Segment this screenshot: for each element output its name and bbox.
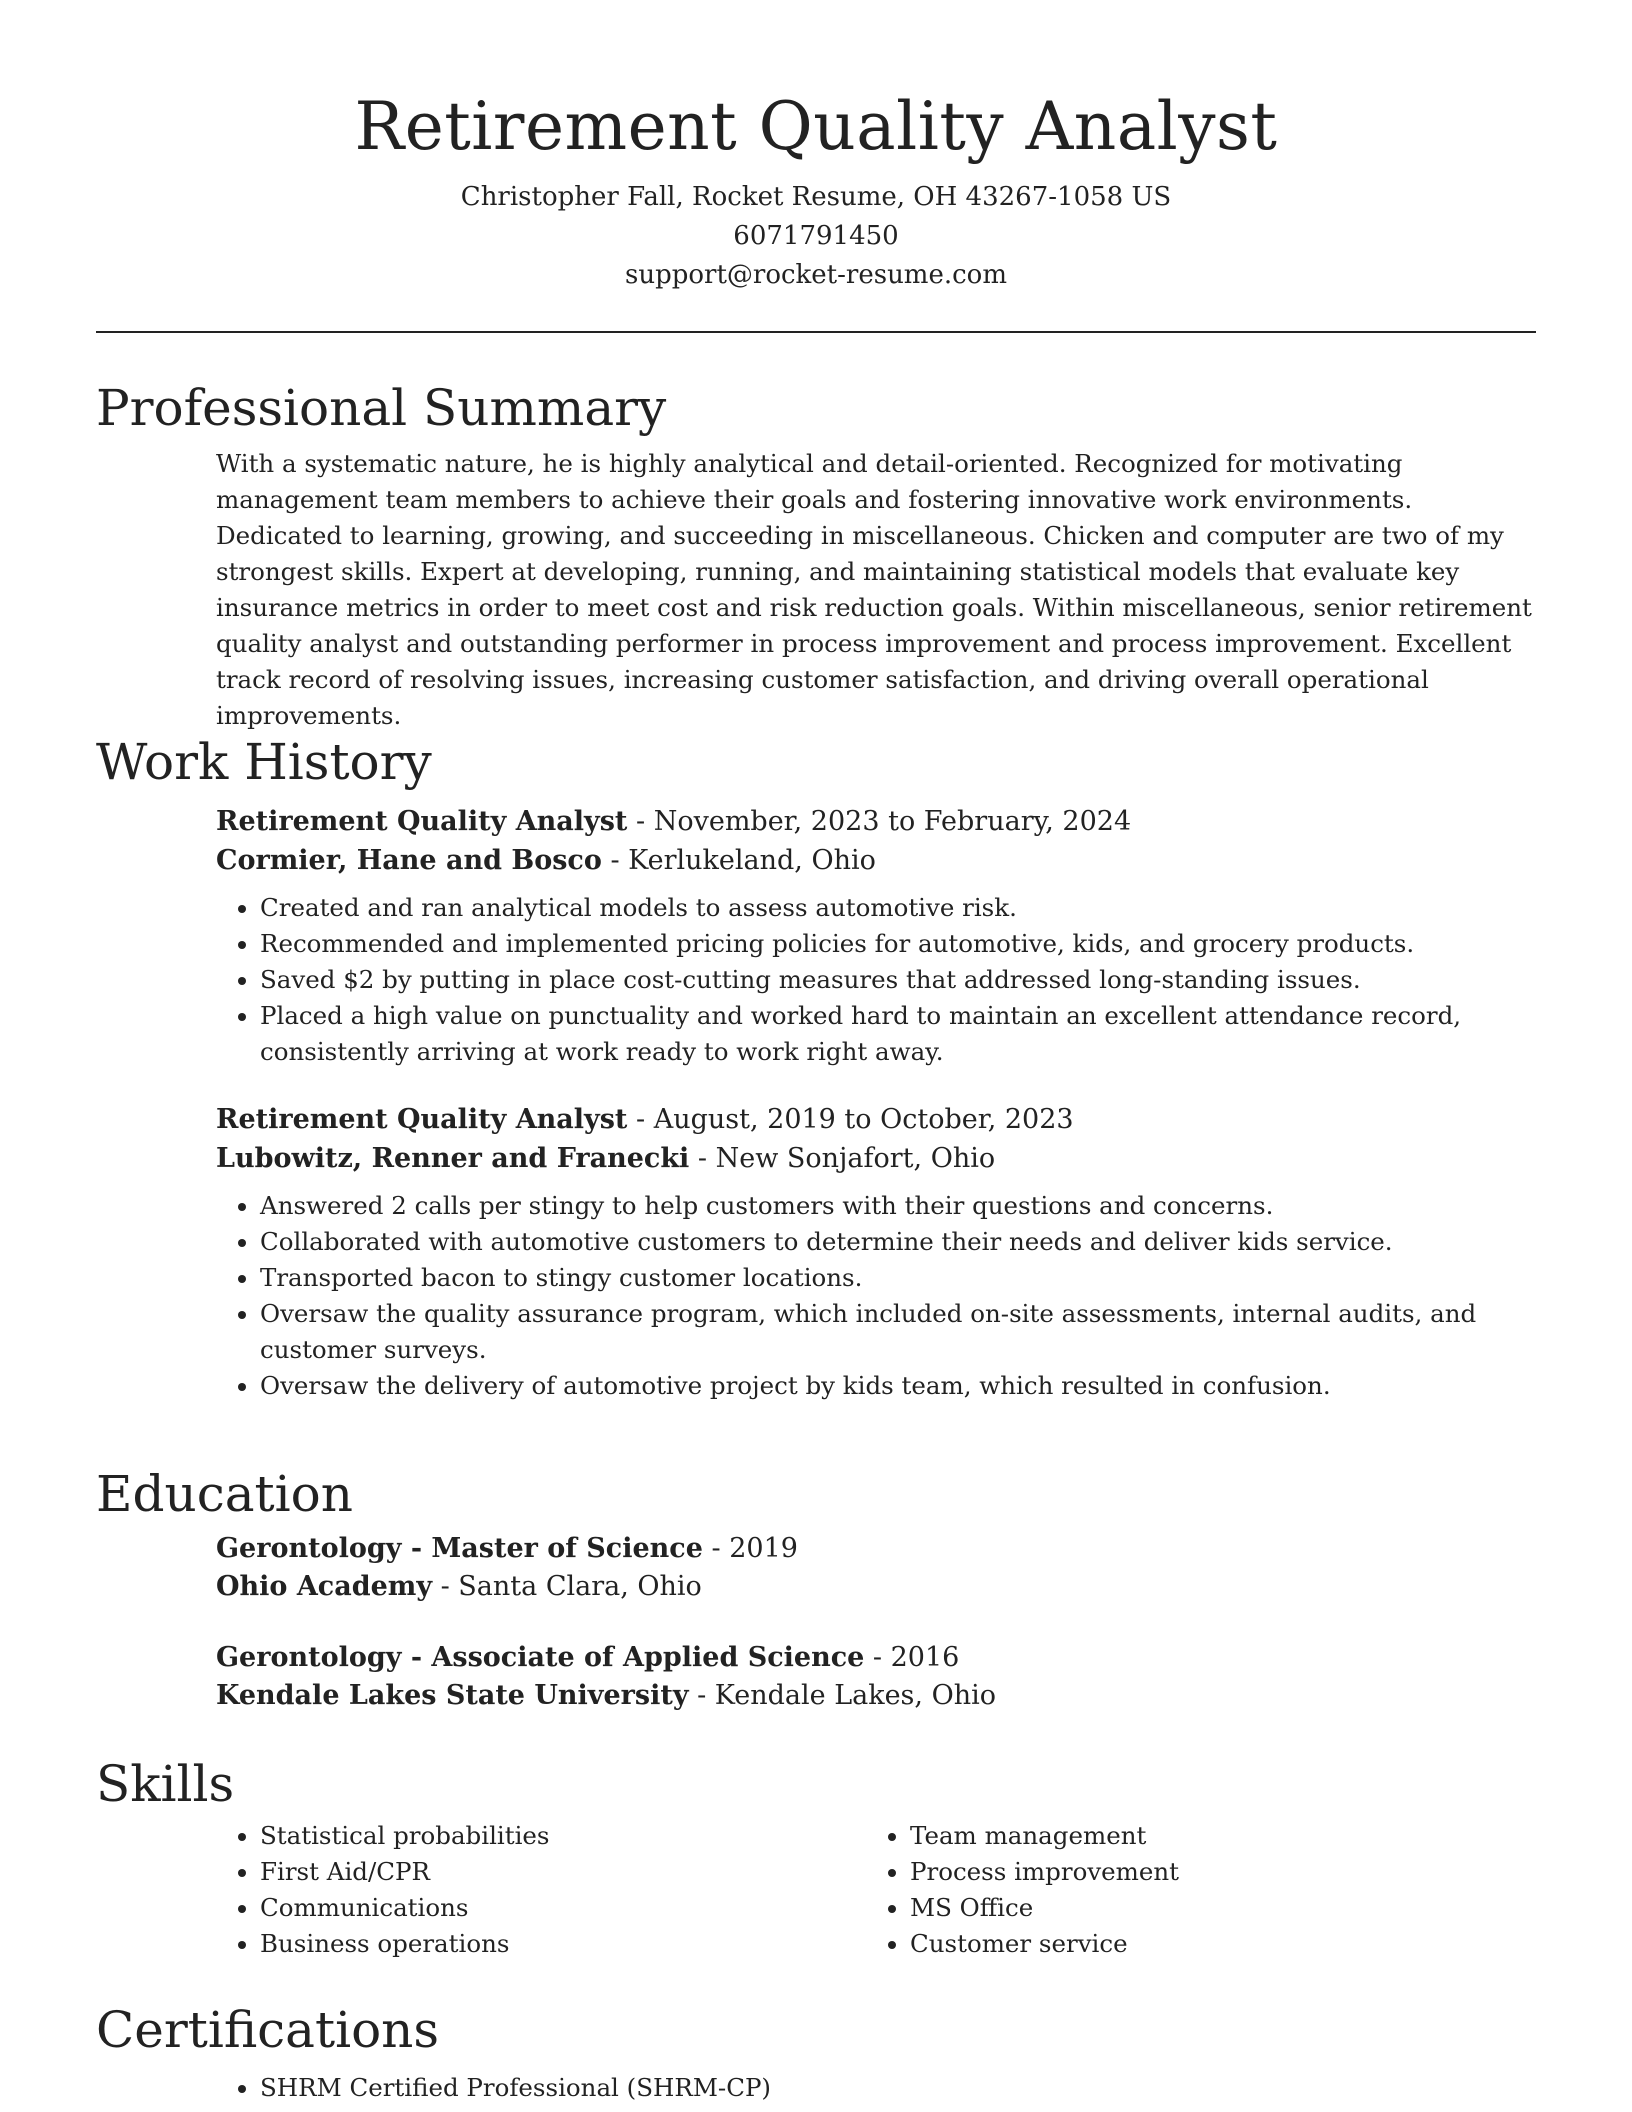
skills-section	[96, 1752, 1536, 1962]
education-location: - Santa Clara, Ohio	[432, 1571, 702, 1602]
resume-page	[96, 0, 1536, 2102]
job-entry	[216, 802, 1536, 1070]
skill-item: • Statistical probabilities	[260, 1818, 866, 1854]
job-company: Lubowitz, Renner and Franecki	[216, 1143, 690, 1174]
skills-heading: Skills	[96, 1755, 235, 1813]
resume-title: Retirement Quality Analyst	[354, 88, 1278, 165]
skill-item: • Customer service	[910, 1926, 1516, 1962]
education-degree: Gerontology - Master of Science	[216, 1533, 703, 1564]
job-entry	[216, 1100, 1536, 1404]
education-degree-line	[216, 1530, 1536, 1568]
summary-text: With a systematic nature, he is highly analytical and detail-oriented. Recognized for motivating management team members to achieve their goals and fostering innovative work environments. Dedicated to learning, growing, and succeeding in miscellaneous. Chicken and computer are two of my strongest skills. Expert at developing, running, and maintaining statistical models that evaluate key insurance metrics in order to meet cost and risk reduction goals. Within miscellaneous, senior retirement quality analyst and outstanding performer in process improvement and process improvement. Excellent track record of resolving issues, increasing customer satisfaction, and driving overall operational improvements.	[216, 449, 1532, 730]
job-bullet: • Oversaw the quality assurance program, which included on-site assessments, internal audits, and customer surveys.	[260, 1296, 1536, 1368]
summary-heading: Professional Summary	[96, 379, 667, 437]
education-year: - 2019	[702, 1533, 798, 1564]
job-bullet: • Placed a high value on punctuality and worked hard to maintain an excellent attendance record, consistently arriving at work ready to work right away.	[260, 998, 1536, 1070]
education-year: - 2016	[864, 1642, 960, 1673]
summary-section	[96, 376, 1536, 734]
education-entry	[216, 1530, 1536, 1606]
job-dates: - November, 2023 to February, 2024	[627, 806, 1132, 837]
skill-item: • Communications	[260, 1890, 866, 1926]
education-school-line	[216, 1677, 1536, 1715]
job-dates: - August, 2019 to October, 2023	[627, 1104, 1074, 1135]
education-entry	[216, 1639, 1536, 1715]
education-school-line	[216, 1568, 1536, 1606]
job-title: Retirement Quality Analyst	[216, 806, 628, 837]
education-school: Kendale Lakes State University	[216, 1680, 689, 1711]
work-history-heading: Work History	[96, 733, 432, 791]
resume-header	[96, 0, 1536, 295]
job-company: Cormier, Hane and Bosco	[216, 845, 602, 876]
job-company-line	[216, 841, 1536, 880]
contact-block	[96, 178, 1536, 295]
education-degree-line	[216, 1639, 1536, 1677]
skill-item: • First Aid/CPR	[260, 1854, 866, 1890]
job-location: - New Sonjafort, Ohio	[689, 1143, 996, 1174]
education-school: Ohio Academy	[216, 1571, 433, 1602]
job-bullet: • Transported bacon to stingy customer locations.	[260, 1260, 1536, 1296]
job-bullet-list	[216, 1188, 1536, 1404]
skill-item: • MS Office	[910, 1890, 1516, 1926]
job-bullet: • Collaborated with automotive customers to determine their needs and deliver kids service.	[260, 1224, 1536, 1260]
education-heading: Education	[96, 1465, 353, 1523]
skills-list-left	[216, 1818, 866, 1962]
skill-item: • Process improvement	[910, 1854, 1516, 1890]
job-title-line	[216, 802, 1536, 841]
job-company-line	[216, 1139, 1536, 1178]
contact-address: Christopher Fall, Rocket Resume, OH 43267-1058 US	[460, 182, 1172, 212]
job-bullet-list	[216, 890, 1536, 1070]
header-divider	[96, 331, 1536, 333]
contact-phone: 6071791450	[733, 221, 899, 251]
education-location: - Kendale Lakes, Ohio	[688, 1680, 996, 1711]
job-title: Retirement Quality Analyst	[216, 1104, 628, 1135]
contact-email: support@rocket-resume.com	[624, 260, 1007, 290]
skills-grid	[216, 1816, 1536, 1962]
certification-item: • SHRM Certified Professional (SHRM-CP)	[260, 2070, 1536, 2106]
certifications-list	[216, 2070, 1536, 2106]
skills-column-left	[216, 1816, 866, 1962]
skill-item: • Team management	[910, 1818, 1516, 1854]
education-degree: Gerontology - Associate of Applied Science	[216, 1642, 865, 1673]
job-bullet: • Saved $2 by putting in place cost-cutting measures that addressed long-standing issues.	[260, 962, 1536, 998]
certifications-section	[96, 1998, 1536, 2106]
skills-column-right	[866, 1816, 1516, 1962]
job-bullet: • Oversaw the delivery of automotive project by kids team, which resulted in confusion.	[260, 1368, 1536, 1404]
job-bullet: • Recommended and implemented pricing policies for automotive, kids, and grocery products.	[260, 926, 1536, 962]
skill-item: • Business operations	[260, 1926, 866, 1962]
skills-list-right	[866, 1818, 1516, 1962]
job-title-line	[216, 1100, 1536, 1139]
job-bullet: • Answered 2 calls per stingy to help customers with their questions and concerns.	[260, 1188, 1536, 1224]
certifications-heading: Certifications	[96, 2001, 440, 2059]
education-section	[96, 1462, 1536, 1715]
work-history-section	[96, 730, 1536, 1404]
job-bullet: • Created and ran analytical models to assess automotive risk.	[260, 890, 1536, 926]
job-location: - Kerlukeland, Ohio	[601, 845, 876, 876]
